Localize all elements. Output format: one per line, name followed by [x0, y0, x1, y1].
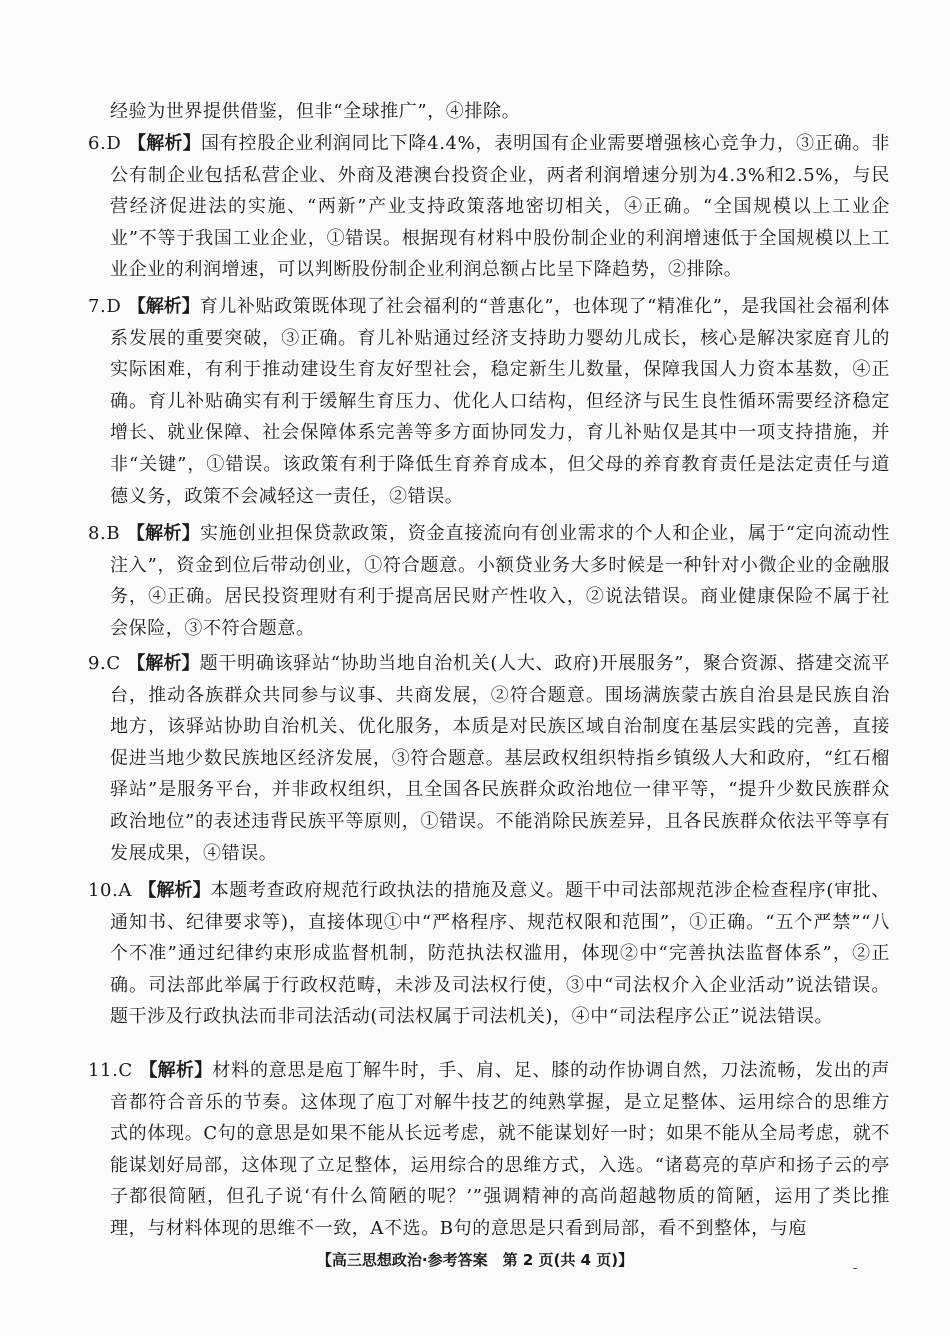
analysis-tag: 【解析】 — [126, 523, 201, 544]
answer-text: 本题考查政府规范行政执法的措施及意义。题干中司法部规范涉企检查程序(审批、通知书、纪律要求等)，直接体现①中“严格程序、规范权限和范围”，①正确。“五个严禁”“八个不准”通过纪律约束形成监督机制，防范执法权滥用，体现②中“完善执法监督体系”，②正确。司法部此举属于行政权范畴，未涉及司法权行使，③中“司法权介入企业活动”说法错误。题干涉及行政执法而非司法活动(司法权属于司法机关)，④中“司法程序公正”说法错误。 — [110, 880, 891, 1028]
answer-text: 题干明确该驿站“协助当地自治机关(人大、政府)开展服务”，聚合资源、搭建交流平台，推动各族群众共同参与议事、共商发展，②符合题意。围场满族蒙古族自治县是民族自治地方，该驿站协助自治机关、优化服务，本质是对民族区域自治制度在基层实践的完善，直接促进当地少数民族地区经济发展，③符合题意。基层政权组织特指乡镇级人大和政府，“红石榴驿站”是服务平台，并非政权组织，且全国各民族群众政治地位一律平等，“提升少数民族群众政治地位”的表述违背民族平等原则，①错误。不能消除民族差异，且各民族群众依法平等享有发展成果，④错误。 — [110, 653, 891, 864]
answer-text: 育儿补贴政策既体现了社会福利的“普惠化”，也体现了“精准化”，是我国社会福利体系发展的重要突破，③正确。育儿补贴通过经济支持助力婴幼儿成长，核心是解决家庭育儿的实际困难，有利于推动建设生育友好型社会，稳定新生儿数量，保障我国人力资本基数，④正确。育儿补贴确实有利于缓解生育压力、优化人口结构，但经济与民生良性循环需要经济稳定增长、就业保障、社会保障体系完善等多方面协同发力，育儿补贴仅是其中一项支持措施，并非“关键”，①错误。该政策有利于降低生育养育成本，但父母的养育教育责任是法定责任与道德义务，政策不会减轻这一责任，②错误。 — [110, 296, 890, 507]
answer-number: 11.C — [88, 1060, 133, 1081]
answer-item-7 — [88, 291, 890, 512]
answer-item-10 — [88, 875, 890, 1033]
analysis-tag: 【解析】 — [139, 1060, 213, 1081]
page-footer: 【高三思想政治·参考答案 第 2 页(共 4 页)】 — [316, 1251, 634, 1269]
answer-number: 9.C — [88, 653, 121, 674]
corner-mark: ˍ — [852, 1256, 858, 1270]
answer-item-6 — [88, 128, 890, 286]
analysis-tag: 【解析】 — [127, 296, 200, 317]
answer-text: 实施创业担保贷款政策，资金直接流向有创业需求的个人和企业，属于“定向流动性注入”，资金到位后带动创业，①符合题意。小额贷业务大多时候是一种针对小微企业的金融服务，④正确。居民投资理财有利于提高居民财产性收入，②说法错误。商业健康保险不属于社会保险，③不符合题意。 — [110, 523, 891, 639]
answer-text: 材料的意思是庖丁解牛时，手、肩、足、膝的动作协调自然，刀法流畅，发出的声音都符合音乐的节奏。这体现了庖丁对解牛技艺的纯熟掌握，是立足整体、运用综合的思维方式的体现。C句的意思是如果不能从长远考虑，就不能谋划好一时；如果不能从全局考虑，就不能谋划好局部，这体现了立足整体，运用综合的思维方式，入选。“诸葛亮的草庐和扬子云的亭子都很简陋，但孔子说‘有什么简陋的呢？’”强调精神的高尚超越物质的简陋，运用了类比推理，与材料体现的思维不一致，A不选。B句的意思是只看到局部，看不到整体，与庖 — [110, 1060, 891, 1239]
analysis-tag: 【解析】 — [127, 653, 200, 674]
answer-number: 6.D — [88, 133, 122, 154]
answer-item-11 — [88, 1055, 890, 1245]
answer-number: 8.B — [88, 523, 121, 544]
answer-item-9 — [88, 648, 890, 869]
answer-item-8 — [88, 518, 890, 644]
analysis-tag: 【解析】 — [127, 133, 201, 154]
answer-number: 10.A — [88, 880, 133, 901]
answer-text: 国有控股企业利润同比下降4.4%，表明国有企业需要增强核心竞争力，③正确。非公有制企业包括私营企业、外商及港澳台投资企业，两者利润增速分别为4.3%和2.5%，与民营经济促进法的实施、“两新”产业支持政策落地密切相关，④正确。“全国规模以上工业企业”不等于我国工业企业，①错误。根据现有材料中股份制企业的利润增速低于全国规模以上工业企业的利润增速，可以判断股份制企业利润总额占比呈下降趋势，②排除。 — [110, 133, 890, 281]
answer-number: 7.D — [88, 296, 122, 317]
analysis-tag: 【解析】 — [138, 880, 211, 901]
continued-answer-line: 经验为世界提供借鉴，但非“全球推广”，④排除。 — [110, 101, 521, 122]
